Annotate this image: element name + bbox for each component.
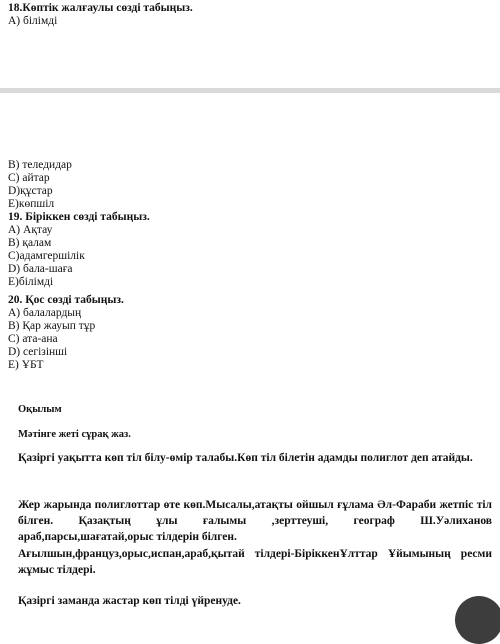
reading-heading: Оқылым xyxy=(18,404,62,415)
floating-circle-button[interactable] xyxy=(455,596,500,644)
reading-paragraph-4: Қазіргі заманда жастар көп тілді үйренуде. xyxy=(18,595,241,607)
question-19-title: 19. Біріккен сөзді табыңыз. xyxy=(8,211,150,223)
reading-paragraph-3: Ағылшын,француз,орыс,испан,араб,қытай тілдері-БіріккенҰлттар Ұйымының ресми жұмыс тілдері. xyxy=(18,548,492,576)
question-18-option-e: Е)көпшіл xyxy=(8,198,55,210)
reading-task: Мәтінге жеті сұрақ жаз. xyxy=(18,429,131,440)
question-20-option-a: А) балалардың xyxy=(8,307,82,319)
question-20-option-e: Е) ҰБТ xyxy=(8,359,44,371)
question-20-option-c: С) ата-ана xyxy=(8,333,58,345)
question-20-title: 20. Қос сөзді табыңыз. xyxy=(8,294,124,306)
question-19-option-e: Е)білімді xyxy=(8,276,54,288)
question-18-option-b: В) теледидар xyxy=(8,159,72,171)
question-20-option-b: В) Қар жауып тұр xyxy=(8,320,96,332)
question-18-option-d: D)құстар xyxy=(8,185,53,197)
question-18-option-c: С) айтар xyxy=(8,172,50,184)
question-18-title: 18.Көптік жалғаулы сөзді табыңыз. xyxy=(8,2,193,14)
reading-paragraph-2: Жер жарында полиглоттар өте көп.Мысалы,атақты ойшыл ғұлама Әл-Фараби жетпіс тіл білген. Қазақтың ұлы ғалымы ,зерттеуші, географ Ш.Уәлиханов араб,парсы,шағатай,орыс тілдерін білген. xyxy=(18,499,492,543)
reading-paragraph-1: Қазіргі уақытта көп тіл білу-өмір талабы.Көп тіл білетін адамды полиглот деп атайды. xyxy=(18,452,473,464)
page-top xyxy=(0,0,500,88)
question-19-option-b: В) қалам xyxy=(8,237,52,249)
question-19-option-a: А) Ақтау xyxy=(8,224,53,236)
page-divider xyxy=(0,88,500,93)
question-20-option-d: D) сегізінші xyxy=(8,346,68,358)
question-19-option-c: С)адамгершілік xyxy=(8,250,85,262)
question-18-option-a: А) білімді xyxy=(8,15,58,27)
question-19-option-d: D) бала-шаға xyxy=(8,263,73,275)
